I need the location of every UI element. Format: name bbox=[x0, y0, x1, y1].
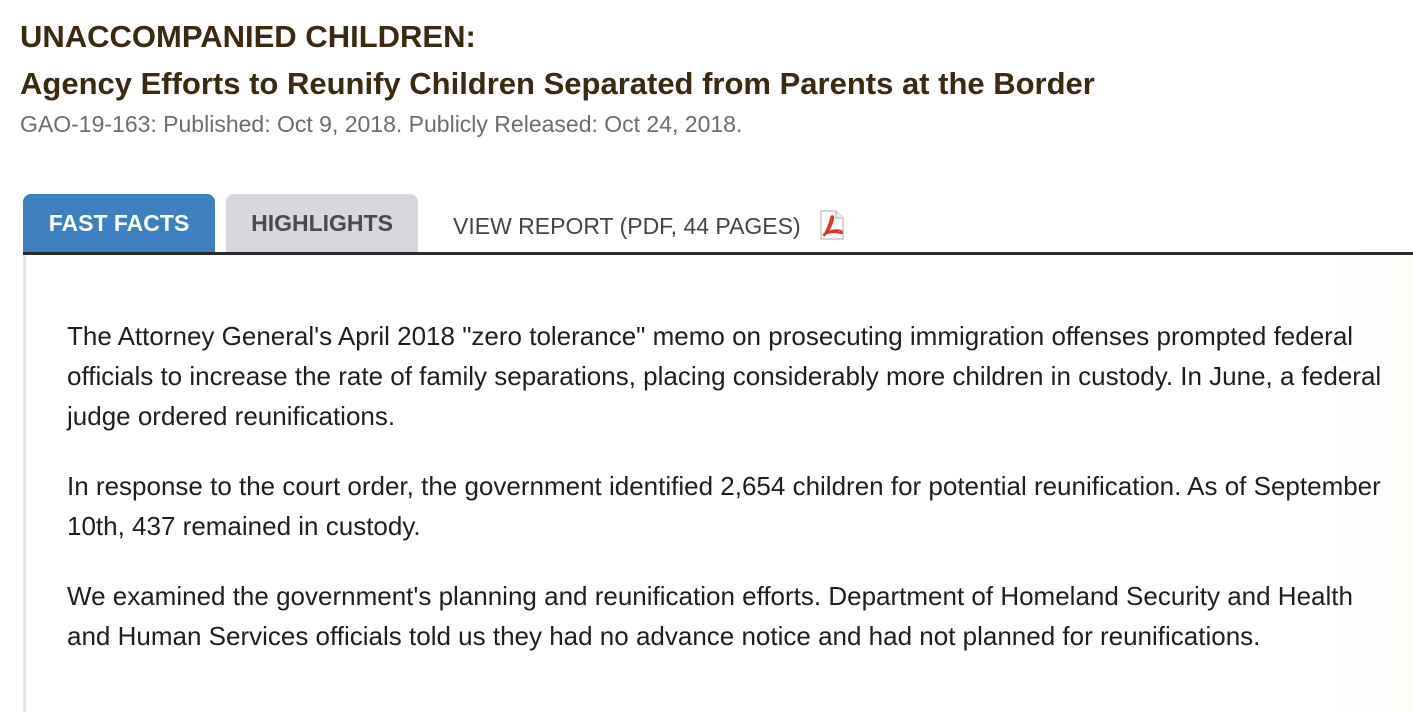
tab-fast-facts[interactable]: FAST FACTS bbox=[23, 194, 215, 252]
view-report-label: VIEW REPORT (PDF, 44 PAGES) bbox=[453, 213, 801, 239]
fast-facts-paragraph: We examined the government's planning and reunification efforts. Department of Homeland Security and Health and Human Services officials told us they had no advance notice and had not planned for reunifications. bbox=[67, 581, 1353, 651]
fast-facts-panel bbox=[23, 255, 1413, 712]
report-tabs bbox=[23, 194, 1413, 252]
pdf-icon bbox=[815, 209, 847, 241]
page-title: UNACCOMPANIED CHILDREN: bbox=[20, 19, 476, 54]
publication-meta: GAO-19-163: Published: Oct 9, 2018. Publicly Released: Oct 24, 2018. bbox=[20, 111, 743, 137]
fast-facts-paragraph: In response to the court order, the government identified 2,654 children for potential reunification. As of September 10th, 437 remained in custody. bbox=[67, 471, 1381, 541]
page-subtitle: Agency Efforts to Reunify Children Separated from Parents at the Border bbox=[20, 66, 1095, 101]
view-report-link[interactable] bbox=[453, 206, 847, 246]
tab-highlights[interactable]: HIGHLIGHTS bbox=[226, 194, 418, 252]
fast-facts-paragraph: The Attorney General's April 2018 "zero tolerance" memo on prosecuting immigration offenses prompted federal officials to increase the rate of family separations, placing considerably more children in custody. In June, a federal judge ordered reunifications. bbox=[67, 321, 1382, 431]
